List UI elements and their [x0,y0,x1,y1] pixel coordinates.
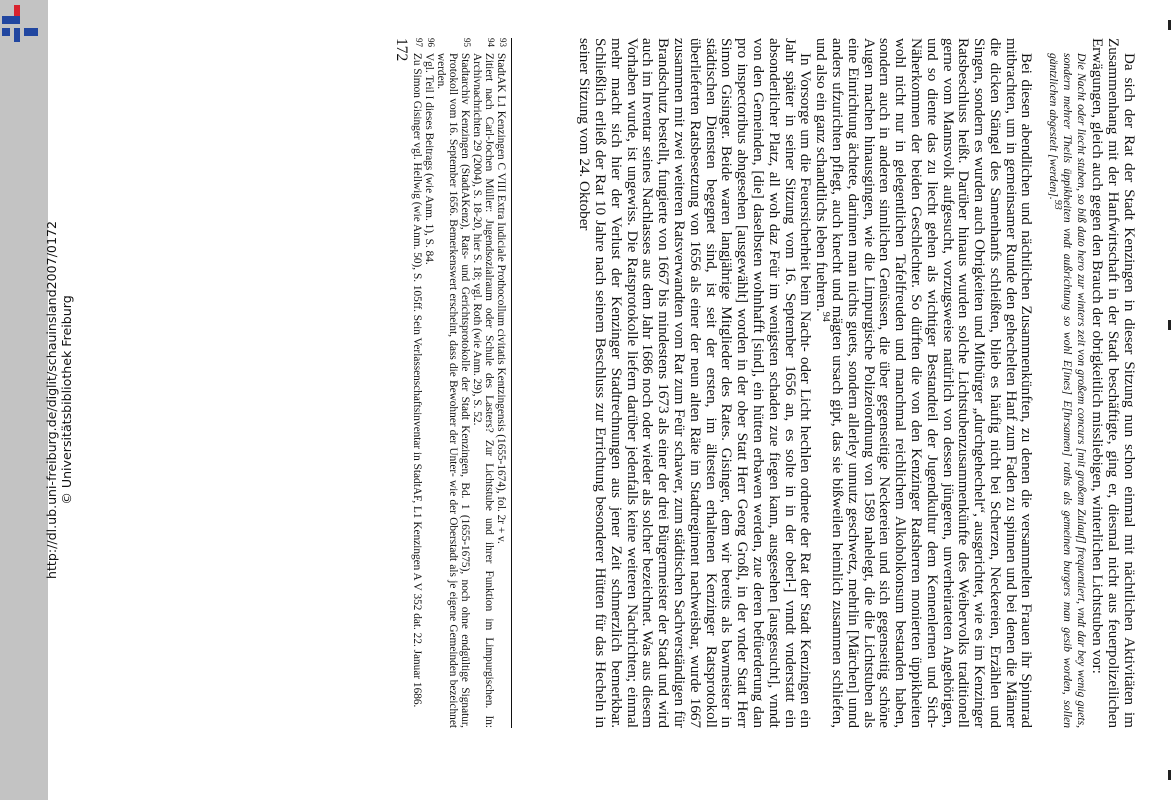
footnote-number: 93 [498,38,508,47]
scan-edge-mark [1168,770,1171,780]
paragraph-1-text: Da sich der Rat der Stadt Kenzingen in dieser Sitzung nun schon einmal mit nächtlichen Aktivitäten im Zusammenhang mit der Hanfwirtschaft in der Stadt beschäftigte, ging er, diesmal nicht aus feuerpolizeilichen Erwägungen, gleich auch gegen den Brauch der obrigkeitlich missliebigen, winterlichen Lichtstuben vor: [1089,38,1137,728]
copyright-notice: © Universitätsbibliothek Freiburg [59,295,74,505]
rotated-page-area [48,0,1172,800]
page-number: 172 [393,38,410,62]
body-text [575,38,1136,728]
source-url-link[interactable]: http://dl.ub.uni-freiburg.de/diglit/schauinsland2007/0172 [44,221,59,579]
footnote-94 [471,38,495,728]
footnote-text: Zu Simon Gisinger vgl. Hellwig (wie Anm. 50), S. 105ff. Sein Verlassenschaftsinventar in StadtAF, L1 Kenzingen A V 352 dat. 22. Januar 1686. [411,53,423,708]
paragraph-2-text: Bei diesen abendlichen und nächtlichen Zusammenkünften, zu denen die versammelten Frauen ihr Spinnrad mitbrachten, um in gemeinsamer Runde den gehechelten Hanf zum Faden zu spinnen und bei denen die Männer die dicken Stängel des Samenhanfs schleißten, blieb es häufig nicht bei Scherzen, Neckereien, Erzählen und Singen, sondern es wurden auch Obrigkeiten und Mitbürger „durchgehechelt“, ausgerichtet, wie es im Kenzinger Ratsbeschluss heißt. Darüber hinaus wurden solche Lichtstubenzusammenkünfte des Weibervolks traditionell gerne vom Mannsvolk aufgesucht, vorzugsweise natürlich von dessen jüngeren, unverheirateten Angehörigen, und so diente das zu liecht gehen als wichtiger Bestandteil der Jugendkultur dem Kennenlernen und Sich-Näherkommen der beiden Geschlechter. So dürften die von den Kenzinger Ratsherren monierten üppikheiten wohl nicht nur in gelegentlichen Tafelfreuden und manchmal reichlichem Alkoholkonsum bestanden haben, sondern auch in anderen sinnlichen Genüssen, die über gegenseitige Neckereien und sich gegenseitig schöne Augen machen hinausgingen, wie die Limpurgische Polizeiordnung von 1589 nahelegt, die die Lichtstuben als eine Einrichtung ächtete, darinnen man nichts guets, sondern allerley unnutz geschwetz, mehrlin [Märchen] unnd anders ufzurichten pflegt, auch knecht und mägten ursach gipt, das sie bißweilen heimlich zusammen schliefen, und also ein ganz schandtlichs leben fuehren. [813,38,1035,728]
footnote-number: 96 [426,38,436,47]
footnote-text: Zitiert nach Carl-Jochen Müller: Jugendsozialraum oder Schule des Lasters? Zur Lichtstube und ihrer Funktion im Limpurgischen. In: Archivnachrichten 29 (2004), S. 18-20, hier S. 18; vgl. Roth (wie Anm. 29), S. 52. [471,53,495,728]
footnotes [411,38,512,728]
footnote-text: StadtAK L1 Kenzingen C VIII Extra Iudiciale Prothocollum civitatis Kentzingensis (1655-1674), fol. 2r + v. [495,53,507,544]
document-page [48,0,1172,800]
footnote-95 [435,38,471,728]
viewer-logo-icon [0,0,48,48]
quote-text: Die Nacht oder liecht stuben, so biß dato hero zur winters zeit von großem concurs [mit großem Zulauf] frequentiert, vndt dar bey wenig guets, sondern mehrer Theils üppikheiten vndt außrichtung so wohl E[ines] E[hrsamen] raths als gemeinen burgers man gesib worden, sollen gäntzlichen abgestelt [werden]. [1047,53,1088,728]
viewer-sidebar [0,0,74,800]
footnote-text: Stadtarchiv Kenzingen (StadtAKenz), Rats- und Gerichtsprotokolle der Stadt Kenzingen, Bd. 1 (1655-1675), noch ohne endgültige Signatur, Protokoll vom 16. September 1656. Bemerkenswert erscheint, dass die Bewohner der Unter- wie der Oberstadt als je eigene Gemeinden bezeichnet werden. [435,53,471,728]
paragraph-1 [1089,38,1136,728]
block-quote [1047,53,1088,728]
footnote-93 [495,38,507,728]
footnote-number: 97 [414,38,424,47]
scan-edge-mark [1168,320,1171,330]
scan-edge [1166,10,1172,790]
footnote-96 [423,38,435,728]
paragraph-3 [575,38,812,728]
footnote-ref-93[interactable]: 93 [1052,199,1064,210]
scan-edge-mark [1168,20,1171,30]
footnote-97 [411,38,423,728]
footnote-ref-94[interactable]: 94 [820,311,832,322]
footnote-number: 95 [462,38,472,47]
footnote-text: Vgl. Teil I dieses Beitrags (wie Anm. 1), S. 84. [423,53,435,265]
footnote-number: 94 [486,38,496,47]
paragraph-2 [812,38,1033,728]
paragraph-3-text: In Vorsorge um die Feuersicherheit beim Nacht- oder Licht hechlen ordnete der Rat der Stadt Kenzingen ein Jahr später in seiner Sitzung vom 16. September 1656 an, es solte in in der oberl-] vnndt vnderstatt ein absonderlicher Platz, all woh daz Feür im wenigsten schaden zue fiegen kann, ausgesehen [ausgesucht], vnndt von den Gemeinden, [die] daselbsten wohnhafft [sind], ein hütten erbawen werden, zue deren befüerderung dan pro inspectoribus abngesehen [ausgewählt] worden in der ober Statt Herr Georg Großl, in der vnder Statt Herr Simon Gisinger. Beide waren langjährige Mitglieder des Rates. Gisinger, dem wir bereits als bawmeister in städtischen Diensten begegnet sind, ist seit der ersten, im ältesten erhaltenen Kenzinger Ratsprotokoll überlieferten Ratsbesetzung von 1656 als einer der neun alten Räte im Stadtregiment nachweisbar, wurde 1667 zusammen mit zwei weiteren Ratsverwandten vom Rat zum Feür schawer, zum städtischen Sachverständigen für Brandschutz bestellt, fungierte von 1667 bis mindestens 1673 als einer der drei Bürgermeister der Stadt und wird auch im Inventar seines Nachlasses aus dem Jahr 1686 noch oder wieder als solcher bezeichnet. Was aus diesem Vorhaben wurde, ist ungewiss. Die Ratsprotokolle liefern darüber jedenfalls keine weiteren Nachrichten; einmal mehr macht sich hier der Verlust der Kenzinger Stadtrechnungen aus jener Zeit schmerzlich bemerkbar. Schließlich erließ der Rat 10 Jahre nach seinem Beschluss zur Errichtung besonderer Hütten für das Hecheln in seiner Sitzung vom 24. Oktober [576,38,814,728]
